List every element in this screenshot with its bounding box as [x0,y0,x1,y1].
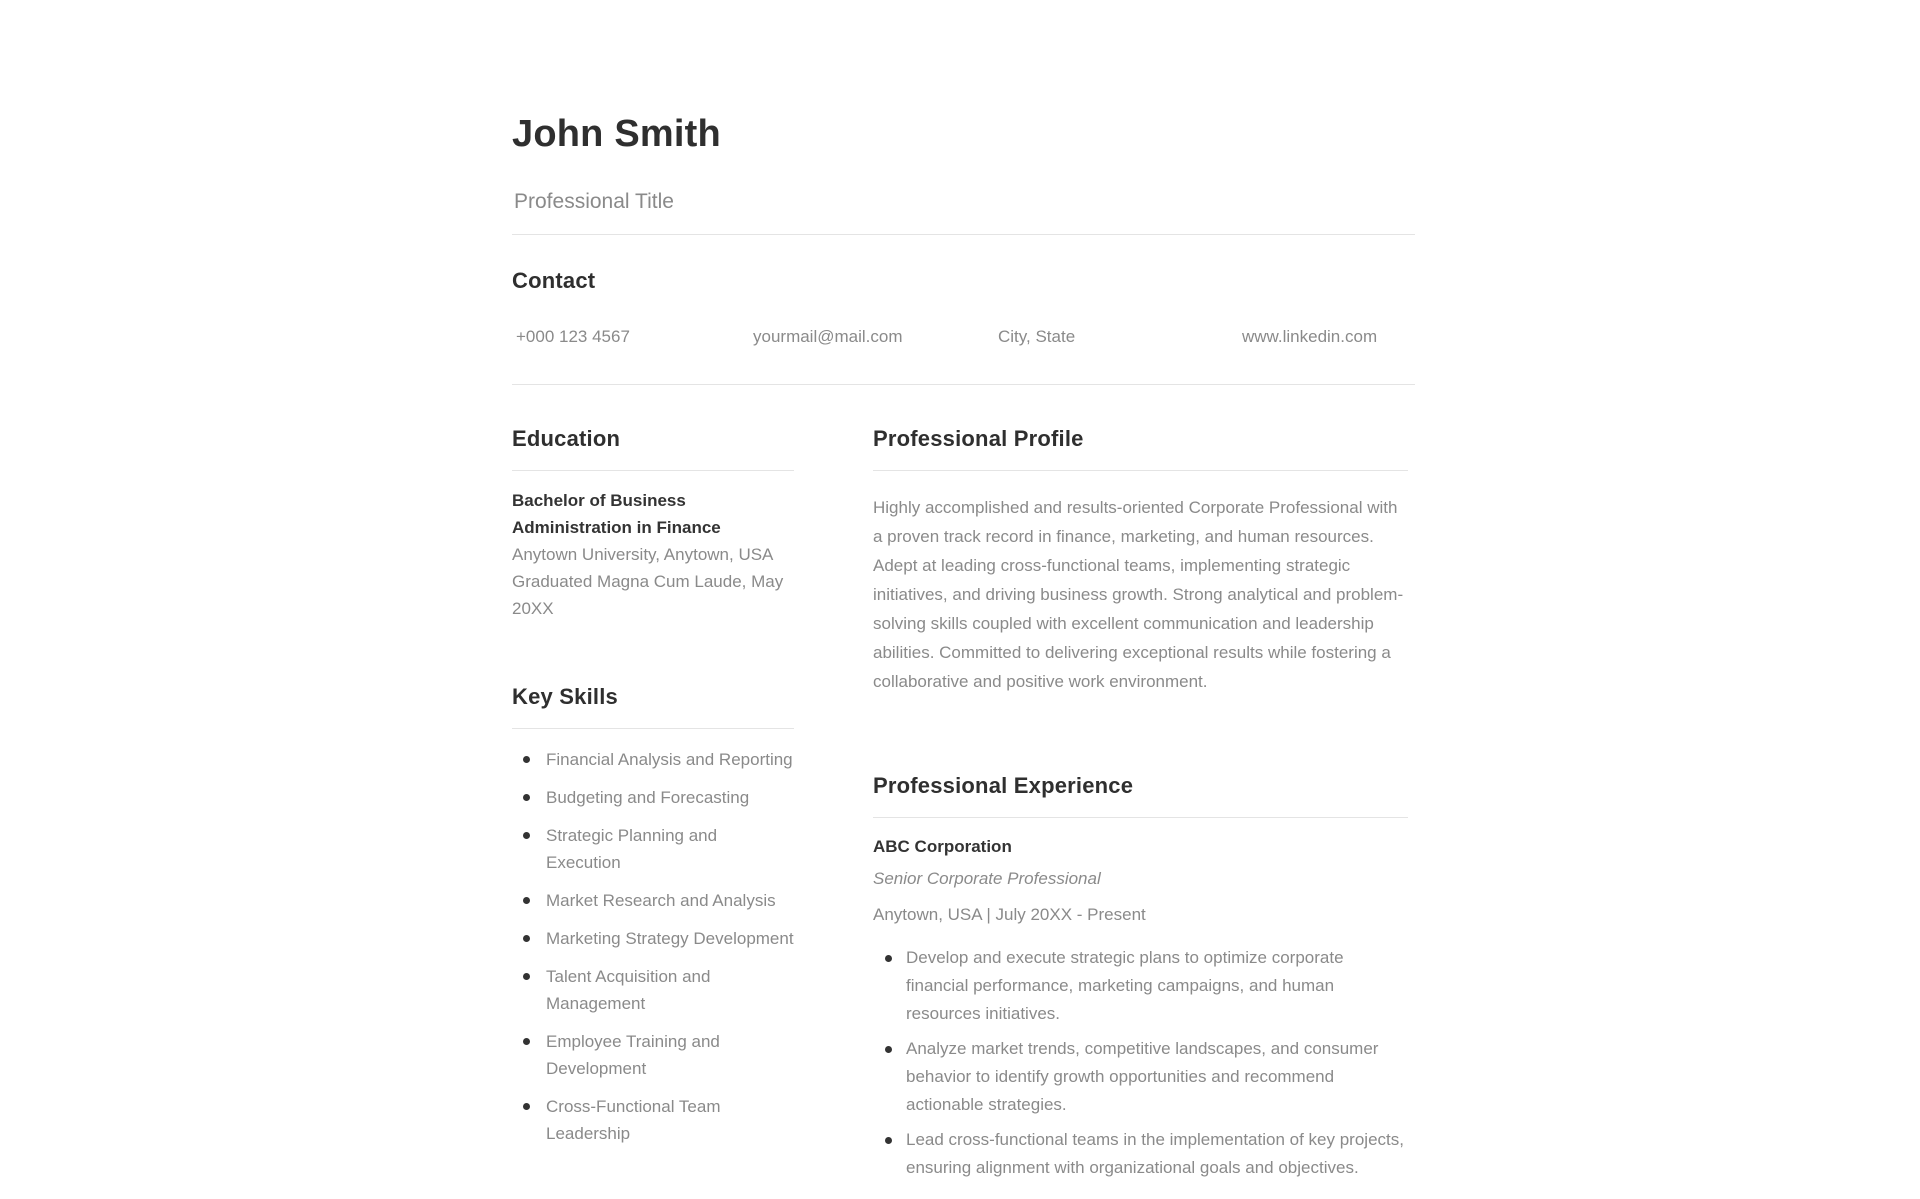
skill-item-label: Employee Training and Development [546,1032,720,1078]
experience-bullet-text: Lead cross-functional teams in the implementation of key projects, ensuring alignment with organizational goals and objectives. [906,1130,1404,1177]
contact-phone: +000 123 4567 [516,327,630,346]
skills-section [512,682,794,1147]
skill-item [512,925,794,952]
skill-item-label: Budgeting and Forecasting [546,788,750,807]
school-line: Anytown University, Anytown, USA [512,545,774,564]
contact-divider [512,384,1415,385]
bullet-icon [885,955,892,962]
bullet-icon [523,756,530,763]
skill-item-label: Talent Acquisition and Management [546,967,711,1013]
bullet-icon [523,973,530,980]
bullet-icon [523,897,530,904]
skill-item [512,746,794,773]
company-name: ABC Corporation [873,837,1012,856]
experience-bullet-text: Analyze market trends, competitive landscapes, and consumer behavior to identify growth opportunities and recommend actionable strategies. [906,1039,1379,1114]
experience-bullet-list [873,944,1408,1182]
skill-item-label: Market Research and Analysis [546,891,776,910]
skill-item [512,1028,794,1082]
header-divider [512,234,1415,235]
experience-divider [873,817,1408,818]
skill-item [512,784,794,811]
education-divider [512,470,794,471]
experience-section [873,771,1408,1182]
skill-item-label: Marketing Strategy Development [546,929,794,948]
skill-item [512,822,794,876]
skill-item [512,1093,794,1147]
contact-email: yourmail@mail.com [753,327,903,346]
degree-title: Bachelor of Business Administration in Finance [512,491,721,537]
skill-item-label: Cross-Functional Team Leadership [546,1097,721,1143]
skills-divider [512,728,794,729]
skill-item [512,963,794,1017]
bullet-icon [523,1103,530,1110]
experience-bullet [873,1126,1408,1182]
experience-heading: Professional Experience [873,773,1134,798]
skills-list [512,746,794,1147]
education-heading: Education [512,426,621,451]
profile-divider [873,470,1408,471]
skill-item-label: Strategic Planning and Execution [546,826,718,872]
bullet-icon [885,1137,892,1144]
job-meta: Anytown, USA | July 20XX - Present [873,905,1146,924]
skill-item [512,887,794,914]
contact-heading: Contact [512,268,596,293]
experience-bullet [873,944,1408,1028]
bullet-icon [523,1038,530,1045]
bullet-icon [523,935,530,942]
professional-title: Professional Title [514,190,674,213]
honors-line: Graduated Magna Cum Laude, May 20XX [512,572,784,618]
profile-text: Highly accomplished and results-oriented Corporate Professional with a proven track record in finance, marketing, and human resources. Adept at leading cross-functional teams, implementing strategic initiatives, and driving business growth. Strong analytical and problem-solving skills coupled with excellent communication and leadership abilities. Committed to delivering exceptional results while fostering a collaborative and positive work environment. [873,498,1404,691]
contact-website: www.linkedin.com [1242,327,1378,346]
profile-section [873,424,1408,696]
contact-location: City, State [998,327,1076,346]
contact-row [512,324,1415,350]
bullet-icon [523,794,530,801]
resume-page [512,0,1415,1199]
job-role: Senior Corporate Professional [873,869,1101,888]
bullet-icon [523,832,530,839]
experience-bullet [873,1035,1408,1119]
person-name: John Smith [512,113,721,155]
skill-item-label: Financial Analysis and Reporting [546,750,793,769]
education-section [512,424,794,622]
skills-heading: Key Skills [512,684,618,709]
experience-bullet-text: Develop and execute strategic plans to optimize corporate financial performance, marketing campaigns, and human resources initiatives. [906,948,1344,1023]
profile-heading: Professional Profile [873,426,1084,451]
bullet-icon [885,1046,892,1053]
